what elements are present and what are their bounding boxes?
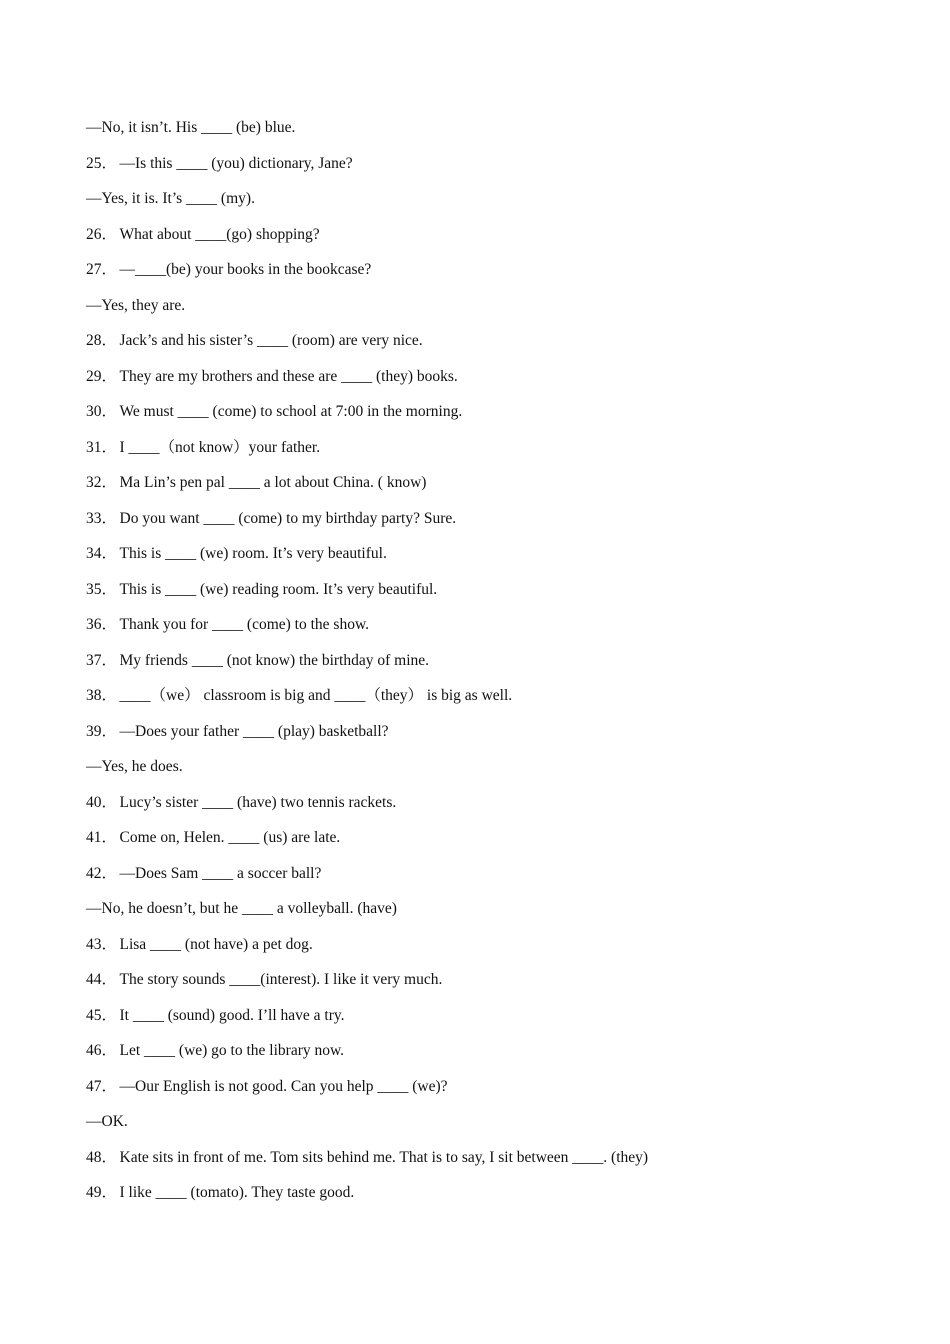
exercise-line: [86, 501, 886, 537]
question-number: 33．: [86, 509, 118, 527]
exercise-line: [86, 146, 886, 182]
question-text: Do you want ____ (come) to my birthday party? Sure.: [119, 509, 457, 527]
question-text: This is ____ (we) room. It’s very beautiful.: [119, 545, 387, 562]
question-number: 42．: [86, 864, 118, 882]
dialogue-text: —Yes, he does.: [86, 758, 183, 775]
question-text: Let ____ (we) go to the library now.: [119, 1042, 345, 1059]
question-text: —____(be) your books in the bookcase?: [119, 261, 372, 278]
question-number: 49．: [86, 1184, 118, 1201]
question-text: It ____ (sound) good. I’ll have a try.: [119, 1006, 345, 1024]
exercise-line: [86, 998, 886, 1034]
question-number: 26．: [86, 225, 118, 243]
question-text: We must ____ (come) to school at 7:00 in the morning.: [119, 403, 463, 420]
exercise-line: [86, 1175, 886, 1211]
dialogue-text: —No, it isn’t. His ____ (be) blue.: [86, 119, 296, 136]
question-text: What about ____(go) shopping?: [119, 225, 320, 243]
exercise-line: [86, 181, 886, 217]
question-text: My friends ____ (not know) the birthday of mine.: [119, 651, 430, 669]
question-number: 27．: [86, 261, 118, 278]
exercise-line: [86, 288, 886, 324]
exercise-line: [86, 465, 886, 501]
question-number: 48．: [86, 1148, 118, 1166]
exercise-line: [86, 323, 886, 359]
exercise-line: [86, 749, 886, 785]
exercise-line: [86, 430, 886, 466]
exercise-line: [86, 572, 886, 608]
question-text: Ma Lin’s pen pal ____ a lot about China. ( know): [119, 474, 427, 491]
question-number: 28．: [86, 332, 118, 349]
exercise-line: [86, 1033, 886, 1069]
exercise-line: [86, 820, 886, 856]
question-text: —Is this ____ (you) dictionary, Jane?: [119, 154, 353, 172]
question-number: 37．: [86, 651, 118, 669]
question-number: 34．: [86, 545, 118, 562]
question-number: 43．: [86, 935, 118, 953]
exercise-line: [86, 394, 886, 430]
question-text: Kate sits in front of me. Tom sits behind me. That is to say, I sit between ____. (they): [119, 1148, 649, 1166]
question-number: 32．: [86, 474, 118, 491]
question-text: I like ____ (tomato). They taste good.: [119, 1184, 355, 1201]
exercise-line: [86, 359, 886, 395]
question-text: Jack’s and his sister’s ____ (room) are very nice.: [119, 332, 423, 349]
question-number: 38．: [86, 687, 118, 704]
question-text: They are my brothers and these are ____ (they) books.: [119, 367, 458, 385]
exercise-line: [86, 1104, 886, 1140]
exercise-line: [86, 962, 886, 998]
exercise-line: [86, 927, 886, 963]
exercise-line: [86, 678, 886, 714]
question-number: 40．: [86, 793, 118, 811]
question-text: The story sounds ____(interest). I like it very much.: [119, 971, 443, 988]
question-number: 46．: [86, 1042, 118, 1059]
question-text: Lisa ____ (not have) a pet dog.: [119, 935, 313, 953]
exercise-line: [86, 891, 886, 927]
dialogue-text: —Yes, they are.: [86, 296, 186, 314]
question-text: Lucy’s sister ____ (have) two tennis rackets.: [119, 793, 397, 811]
exercise-line: [86, 217, 886, 253]
exercise-line: [86, 1069, 886, 1105]
dialogue-text: —No, he doesn’t, but he ____ a volleyball. (have): [86, 900, 397, 917]
question-number: 39．: [86, 722, 118, 740]
question-text: ____（we） classroom is big and ____（they） is big as well.: [119, 687, 513, 704]
question-text: —Does your father ____ (play) basketball?: [119, 722, 389, 740]
question-number: 36．: [86, 616, 118, 633]
question-text: I ____（not know）your father.: [119, 438, 321, 456]
question-number: 31．: [86, 438, 118, 456]
exercise-line: [86, 110, 886, 146]
exercise-line: [86, 785, 886, 821]
question-number: 25．: [86, 154, 118, 172]
question-number: 44．: [86, 971, 118, 988]
exercise-list: [86, 110, 886, 1211]
question-number: 45．: [86, 1006, 118, 1024]
question-number: 41．: [86, 829, 118, 846]
question-number: 29．: [86, 367, 118, 385]
exercise-line: [86, 536, 886, 572]
exercise-line: [86, 1140, 886, 1176]
exercise-line: [86, 252, 886, 288]
exercise-line: [86, 607, 886, 643]
question-text: —Our English is not good. Can you help ____ (we)?: [119, 1077, 448, 1095]
question-text: —Does Sam ____ a soccer ball?: [119, 864, 322, 882]
exercise-line: [86, 856, 886, 892]
question-text: Thank you for ____ (come) to the show.: [119, 616, 370, 633]
question-number: 47．: [86, 1077, 118, 1095]
question-text: Come on, Helen. ____ (us) are late.: [119, 829, 341, 846]
exercise-line: [86, 714, 886, 750]
question-number: 30．: [86, 403, 118, 420]
dialogue-text: —OK.: [86, 1113, 128, 1130]
exercise-line: [86, 643, 886, 679]
dialogue-text: —Yes, it is. It’s ____ (my).: [86, 190, 255, 207]
question-text: This is ____ (we) reading room. It’s very beautiful.: [119, 580, 438, 598]
question-number: 35．: [86, 580, 118, 598]
